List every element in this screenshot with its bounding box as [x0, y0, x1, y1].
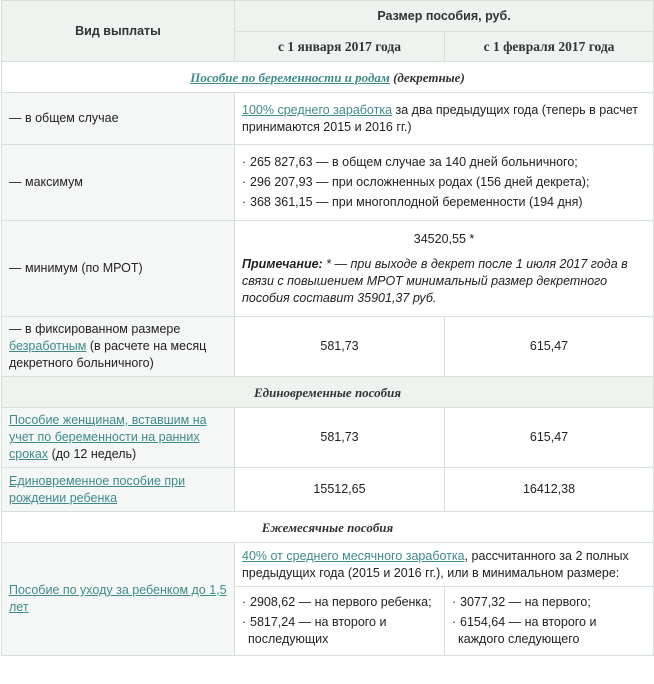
birth-jan: 15512,65	[235, 468, 445, 512]
note-text: * — при выходе в декрет после 1 июля 2017 года в связи с повышением МРОТ минимальный размер декретного пособия составит 35901,37 руб.	[242, 256, 628, 305]
unemployed-link[interactable]: безработным	[9, 339, 87, 353]
maternity-section-rest: (декретные)	[389, 69, 465, 85]
list-item: · 5817,24 — на второго и последующих	[242, 615, 387, 646]
list-item: · 6154,64 — на второго и каждого следующего	[452, 615, 597, 646]
birth-feb: 16412,38	[445, 468, 654, 512]
min-note	[242, 256, 646, 307]
list-item: · 296 207,93 — при осложненных родах (156 дней декрета);	[242, 175, 590, 189]
header-amount: Размер пособия, руб.	[235, 1, 654, 32]
general-text: за два предыдущих года (теперь в расчет принимаются 2015 и 2016 гг.)	[242, 102, 639, 134]
section-row-monthly	[2, 512, 654, 543]
early-jan: 581,73	[235, 408, 445, 468]
section-monthly: Ежемесячные пособия	[2, 512, 654, 543]
fixed-label: — в фиксированном размере безработным (в расчете на месяц декретного больничного)	[2, 317, 235, 377]
care-feb	[445, 587, 654, 656]
header-jan: с 1 января 2017 года	[235, 32, 445, 62]
table-row-general	[2, 93, 654, 145]
care-jan	[235, 587, 445, 656]
table-row-fixed	[2, 317, 654, 377]
list-item: · 2908,62 — на первого ребенка;	[242, 595, 432, 609]
early-registration-link[interactable]: Пособие женщинам, вставшим на учет по беременности на ранних сроках	[9, 413, 207, 461]
benefits-table	[1, 0, 654, 656]
fixed-jan: 581,73	[235, 317, 445, 377]
childcare-link[interactable]: Пособие по уходу за ребенком до 1,5 лет	[9, 583, 227, 614]
care-label	[2, 543, 235, 656]
birth-benefit-link[interactable]: Единовременное пособие при рождении ребенка	[9, 473, 186, 505]
list-item: · 368 361,15 — при многоплодной беременности (194 дня)	[242, 195, 583, 209]
min-amount: 34520,55 *	[413, 231, 475, 246]
general-label: — в общем случае	[2, 93, 235, 145]
list-item: · 3077,32 — на первого;	[452, 595, 591, 609]
table-row-care-desc	[2, 543, 654, 587]
table-row-max	[2, 145, 654, 221]
table-row-early	[2, 408, 654, 468]
section-maternity	[2, 62, 654, 93]
maternity-link[interactable]: Пособие по беременности и родам	[190, 69, 390, 85]
avg-earnings-link[interactable]: 100% среднего заработка	[242, 102, 393, 117]
section-row-lump	[2, 377, 654, 408]
min-value	[235, 221, 654, 317]
header-payment-type: Вид выплаты	[2, 1, 235, 62]
header-row	[2, 1, 654, 32]
max-label: — максимум	[2, 145, 235, 221]
care-desc: 40% от среднего месячного заработка, рассчитанного за 2 полных предыдущих года (2015 и 2016 гг.), или в минимальном размере:	[235, 543, 654, 587]
header-feb: с 1 февраля 2017 года	[445, 32, 654, 62]
max-value	[235, 145, 654, 221]
early-feb: 615,47	[445, 408, 654, 468]
table-row-min	[2, 221, 654, 317]
early-label: Пособие женщинам, вставшим на учет по беременности на ранних сроках (до 12 недель)	[2, 408, 235, 468]
general-value	[235, 93, 654, 145]
monthly-earnings-link[interactable]: 40% от среднего месячного заработка	[242, 548, 465, 563]
table-row-birth	[2, 468, 654, 512]
birth-label	[2, 468, 235, 512]
note-title: Примечание:	[242, 256, 323, 271]
section-row-maternity	[2, 62, 654, 93]
section-lump: Единовременные пособия	[2, 377, 654, 408]
list-item: · 265 827,63 — в общем случае за 140 дней больничного;	[242, 155, 578, 169]
min-label: — минимум (по МРОТ)	[2, 221, 235, 317]
fixed-feb: 615,47	[445, 317, 654, 377]
